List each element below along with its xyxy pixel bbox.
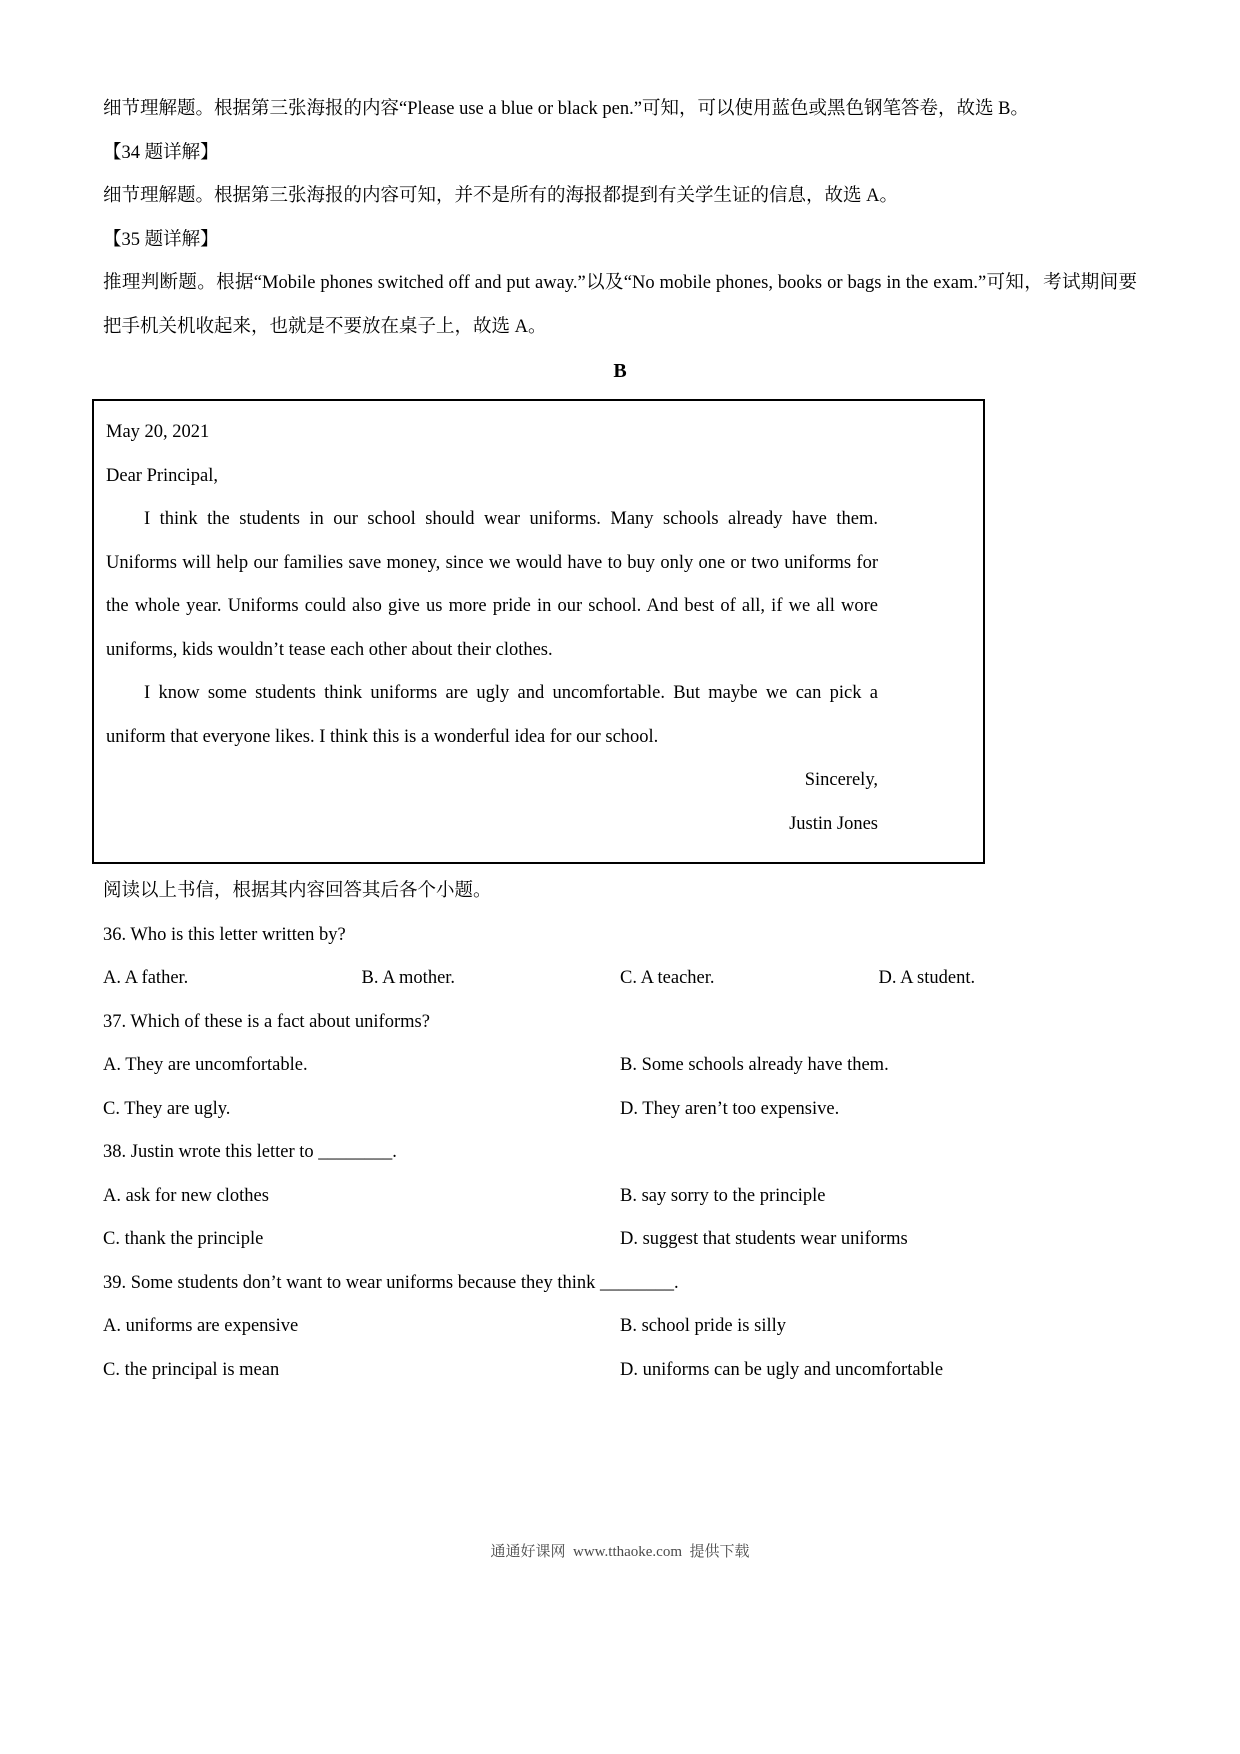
- question-39: [103, 1262, 1137, 1393]
- letter-paragraph-1: I think the students in our school should wear uniforms. Many schools already have them. Uniforms will help our families save money, since we would have to buy only one or two uniforms for the whole year. Uniforms could also give us more pride in our school. And best of all, if we all wore uniforms, kids wouldn’t tease each other about their clothes.: [106, 509, 878, 660]
- letter-date: May 20, 2021: [106, 422, 210, 442]
- option-c: C. the principal is mean: [103, 1359, 280, 1380]
- letter-closing: Sincerely,: [804, 770, 878, 790]
- option-b: B. A mother.: [361, 968, 456, 988]
- option-b: B. say sorry to the principle: [620, 1185, 826, 1206]
- letter-box: [92, 399, 985, 864]
- letter-content: [106, 411, 878, 846]
- option-a: A. ask for new clothes: [103, 1185, 269, 1206]
- option-a: A. They are uncomfortable.: [103, 1055, 308, 1075]
- explanation-paragraph-34: 细节理解题。根据第三张海报的内容可知，并不是所有的海报都提到有关学生证的信息，故选 A。: [103, 186, 898, 206]
- explanation-paragraph-35: 推理判断题。根据“Mobile phones switched off and put away.”以及“No mobile phones, books or bags in the exam.”可知，考试期间要把手机关机收起来，也就是不要放在桌子上，故选 A。: [103, 273, 1137, 337]
- section-label: B: [613, 360, 627, 382]
- option-d: D. A student.: [878, 968, 976, 988]
- letter-signature: Justin Jones: [789, 813, 878, 834]
- reading-instruction: 阅读以上书信，根据其内容回答其后各个小题。: [103, 881, 492, 901]
- option-c: C. They are ugly.: [103, 1098, 231, 1119]
- option-d: D. suggest that students wear uniforms: [620, 1229, 908, 1249]
- question-37: [103, 1001, 1137, 1132]
- letter-paragraph-2: I know some students think uniforms are ugly and uncomfortable. But maybe we can pick a uniform that everyone likes. I think this is a wonderful idea for our school.: [106, 683, 878, 747]
- question-36: [103, 914, 1137, 1001]
- question-38-options: [103, 1175, 1137, 1262]
- option-d: D. uniforms can be ugly and uncomfortable: [620, 1359, 944, 1380]
- explanation-heading-34: 【34 题详解】: [103, 142, 219, 163]
- option-a: A. uniforms are expensive: [103, 1316, 299, 1336]
- explanation-heading-35: 【35 题详解】: [103, 229, 219, 250]
- option-c: C. thank the principle: [103, 1229, 264, 1249]
- question-38-stem: 38. Justin wrote this letter to ________.: [103, 1142, 397, 1162]
- question-39-options: [103, 1305, 1137, 1392]
- letter-salutation: Dear Principal,: [106, 465, 218, 486]
- option-d: D. They aren’t too expensive.: [620, 1098, 840, 1119]
- question-36-options: [103, 957, 1137, 1001]
- option-b: B. Some schools already have them.: [620, 1055, 889, 1075]
- explanation-paragraph-33: 细节理解题。根据第三张海报的内容“Please use a blue or black pen.”可知，可以使用蓝色或黑色钢笔答卷，故选 B。: [103, 99, 1029, 119]
- option-c: C. A teacher.: [620, 968, 715, 988]
- question-37-stem: 37. Which of these is a fact about uniforms?: [103, 1011, 430, 1032]
- option-b: B. school pride is silly: [620, 1316, 786, 1336]
- option-a: A. A father.: [103, 968, 189, 988]
- question-38: [103, 1131, 1137, 1262]
- page-footer: 通通好课网 www.tthaoke.com 提供下载: [490, 1544, 750, 1560]
- question-39-stem: 39. Some students don’t want to wear uniforms because they think ________.: [103, 1272, 679, 1293]
- question-37-options: [103, 1044, 1137, 1131]
- question-36-stem: 36. Who is this letter written by?: [103, 924, 346, 945]
